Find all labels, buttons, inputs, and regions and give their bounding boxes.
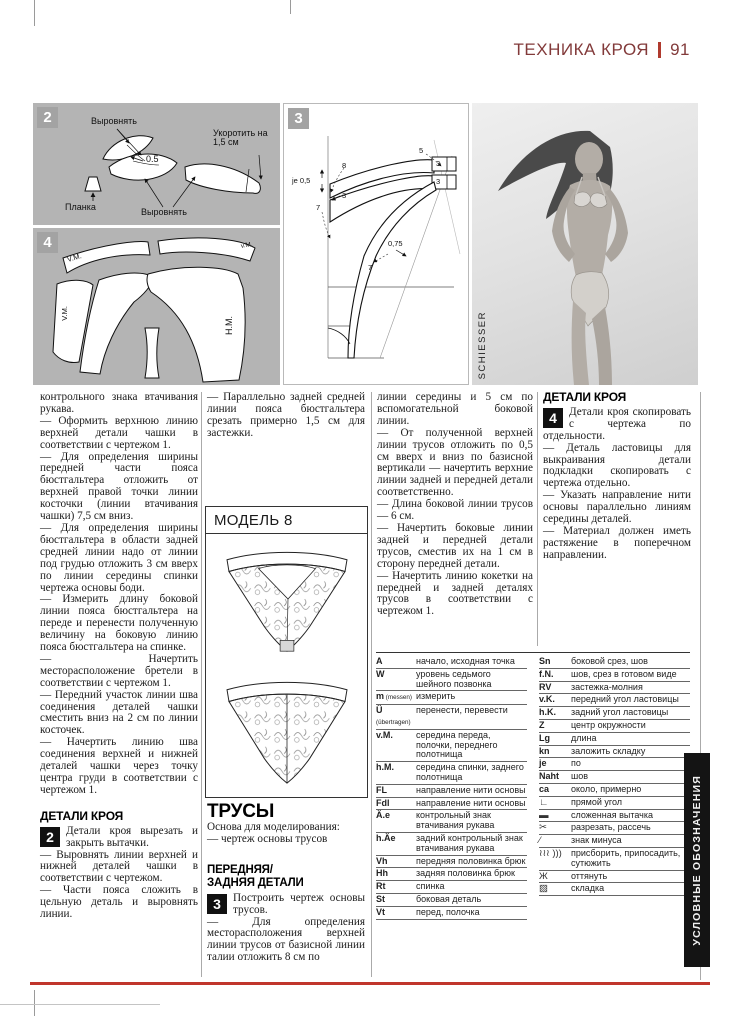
- page-header: [514, 40, 690, 60]
- legend-key: h.Äe: [376, 832, 396, 843]
- legend-key: Vt: [376, 906, 385, 917]
- paragraph: — Начертить месторасположение бретели в соответствии с чертежом 1.: [40, 652, 198, 689]
- legend-key-note: (übertragen): [376, 718, 411, 726]
- page-title: ТЕХНИКА КРОЯ: [513, 40, 650, 59]
- paragraph: — От полученной верхней линии трусов отложить по 0,5 см вверх и вниз по базисной вертикали — начертить верхние линии задней и передней детали соответственно.: [377, 426, 533, 499]
- step-paragraph: [207, 893, 365, 917]
- paragraph-group: [543, 443, 691, 562]
- legend-row: [376, 762, 527, 785]
- legend-key: Ü (übertragen): [376, 705, 411, 726]
- legend-row: [539, 871, 690, 884]
- sidebar-tab-label: УСЛОВНЫЕ ОБОЗНАЧЕНИЯ: [691, 774, 703, 946]
- legend-key: kn: [539, 745, 550, 756]
- legend-description: задний угол ластовицы: [571, 707, 669, 718]
- section-heading: ДЕТАЛИ КРОЯ: [543, 390, 627, 404]
- diagram-number-badge: 3: [288, 108, 309, 129]
- column-divider: [371, 392, 372, 977]
- legend-key: je: [539, 758, 547, 769]
- folded-dart-icon: ▬: [539, 809, 549, 821]
- diagram-label: je 0,5: [292, 176, 311, 185]
- legend-row: [376, 907, 527, 920]
- legend-description: складка: [571, 883, 605, 894]
- legend-row: [376, 656, 527, 669]
- legend-description: спинка: [416, 881, 445, 892]
- legend-key: RV: [539, 681, 552, 692]
- panty-pattern-pieces-drawing: [33, 228, 280, 385]
- paragraph-group: [40, 850, 198, 921]
- diagram-label: Выровнять: [141, 207, 187, 217]
- legend-description: боковой срез, шов: [571, 656, 648, 666]
- diagram-label: 0.5: [146, 154, 159, 164]
- spacer: [207, 846, 365, 864]
- legend-row: [539, 810, 690, 823]
- legend-row: [539, 758, 690, 771]
- panty-illustrations: [206, 534, 367, 802]
- legend-key: Naht: [539, 771, 559, 782]
- legend-key: A: [376, 656, 383, 666]
- legend-row: [376, 856, 527, 869]
- legend-key: m (messen): [376, 691, 413, 702]
- legend-key: h.M.: [376, 762, 394, 773]
- cut-slash-icon: ✂: [539, 822, 547, 834]
- legend-description: передняя половинка брюк: [416, 855, 526, 866]
- legend-row: [539, 771, 690, 784]
- step-text: Детали кроя вырезать и закрыть вытачки.: [66, 824, 198, 849]
- legend-description: сложенная вытачка: [571, 809, 654, 820]
- paragraph: линии середины и 5 см по вспомогательной боковой линии.: [377, 391, 533, 427]
- legend-row: [539, 883, 690, 896]
- step-paragraph: [543, 407, 691, 443]
- legend-description: контрольный знак втачивания рукава: [416, 810, 495, 831]
- section-heading: ПЕРЕДНЯЯ/ЗАДНЯЯ ДЕТАЛИ: [207, 863, 304, 889]
- paragraph: — Выровнять линии верхней и нижней деталей чашки в соответствии с чертежом.: [40, 848, 198, 885]
- legend-row: [539, 669, 690, 682]
- legend-description: прямой угол: [571, 796, 623, 807]
- column-divider: [537, 392, 538, 646]
- legend-row: [539, 707, 690, 720]
- text-column-2: [207, 392, 365, 440]
- legend-key: Hh: [376, 868, 388, 879]
- legend-description: оттянуть: [571, 870, 608, 881]
- legend-row: [539, 822, 690, 835]
- legend-row: [539, 848, 690, 871]
- legend-row: [539, 835, 690, 848]
- diagram-label: 8: [342, 161, 347, 170]
- right-angle-icon: ∟: [539, 796, 549, 808]
- paragraph: — Начертить линию кокетки на передней и задней деталях трусов в соответствии с чертежом 1.: [377, 569, 533, 618]
- paragraph: — Для определения месторасположения верхней линии трусов от базисной линии талии отложить 8 см по: [207, 915, 365, 964]
- legend-row: [539, 784, 690, 797]
- column-divider: [201, 392, 202, 977]
- legend-key: Fdl: [376, 797, 390, 808]
- legend-row: [539, 746, 690, 759]
- legend-row: [376, 705, 527, 730]
- diagram-label: Выровнять: [91, 116, 137, 126]
- legend-description: присборить, припосадить, сутюжить: [571, 847, 681, 868]
- legend-key: FL: [376, 784, 387, 795]
- legend-description: около, примерно: [571, 783, 642, 794]
- diagram-label: 3: [342, 191, 347, 200]
- diagram-label: V.M.: [60, 306, 69, 321]
- legend-key: Ä.e: [376, 810, 391, 821]
- paragraph: — Для определения ширины передней части пояса бюстгальтера отложить от верхней правой точки линии косточки (линии втачивания чашки) 7,5 см вниз.: [40, 450, 198, 523]
- diagram-label: v.M.: [240, 241, 254, 250]
- legend-column-right: [539, 656, 690, 920]
- step-number-badge: 2: [40, 827, 60, 847]
- legend-description: боковая деталь: [416, 893, 482, 904]
- crop-mark: [34, 0, 35, 26]
- paragraph: — Оформить верхнюю линию верхней детали чашки в соответствии с чертежом 1.: [40, 414, 198, 451]
- legend-description: задний контрольный знак втачивания рукава: [416, 832, 523, 853]
- legend-description: середина спинки, заднего полотнища: [416, 762, 524, 782]
- paragraph-group: [40, 392, 198, 797]
- gather-easing-icon: ≀≀≀ ))): [539, 847, 562, 859]
- legend-row: [376, 785, 527, 798]
- legend-description: перенести, перевести: [416, 705, 508, 716]
- panty-draft-drawing: [284, 104, 468, 384]
- crop-mark: [34, 990, 35, 1016]
- legend-description: знак минуса: [571, 835, 622, 846]
- legend-row: [376, 868, 527, 881]
- paragraph: — Начертить боковые линии задней и передней детали трусов, сместив их на 1 см в сторону передней детали.: [377, 521, 533, 570]
- legend-row: [539, 656, 690, 669]
- legend-key: Vh: [376, 855, 388, 866]
- legend-row: [539, 797, 690, 810]
- legend-description: перед, полочка: [416, 906, 480, 917]
- crop-mark: [290, 0, 291, 14]
- legend-key: Lg: [539, 732, 550, 743]
- legend-row: [376, 798, 527, 811]
- legend-description: разрезать, рассечь: [571, 822, 651, 833]
- paragraph: контрольного знака втачивания рукава.: [40, 391, 198, 415]
- paragraph: — Измерить длину боковой линии пояса бюстгальтера на переде и перенести полученную величину на боковую линию пояса бюстгальтера на спинке.: [40, 593, 198, 654]
- legend-description: задняя половинка брюк: [416, 868, 515, 879]
- legend-column-left: [376, 656, 527, 920]
- legend-key: ca: [539, 783, 550, 794]
- legend-key: W: [376, 668, 385, 679]
- brand-caption: SCHIESSER: [477, 310, 488, 379]
- legend-key-note: (messen): [384, 694, 413, 702]
- crop-mark: [0, 1004, 160, 1005]
- text-column-4: [543, 392, 691, 562]
- diagram-label: 3: [436, 159, 441, 168]
- legend-key: f.N.: [539, 668, 554, 679]
- panty-back-illustration: [213, 674, 361, 792]
- legend-row: [376, 730, 527, 762]
- legend-key: v.M.: [376, 729, 393, 740]
- diagram-label: H.M.: [224, 316, 234, 335]
- legend-description: длина: [571, 732, 597, 743]
- paragraph: — Длина боковой линии трусов — 6 см.: [377, 498, 533, 523]
- legend-description: заложить складку: [571, 745, 646, 756]
- footer-rule: [30, 982, 710, 985]
- paragraph-group: [207, 917, 365, 965]
- model-photo: [472, 103, 698, 385]
- legend-description: центр окружности: [571, 719, 646, 730]
- legend-description: измерить: [416, 691, 456, 702]
- diagram-3: [283, 103, 469, 385]
- diagram-label: 5: [419, 146, 424, 155]
- legend-description: шов, срез в готовом виде: [571, 668, 677, 679]
- legend-row: [539, 733, 690, 746]
- step-number-badge: 4: [543, 408, 563, 428]
- legend-description: направление нити основы: [416, 797, 526, 808]
- diagram-2: [33, 103, 280, 225]
- diagram-label: V.M.: [65, 251, 83, 264]
- legend-description: передний угол ластовицы: [571, 694, 679, 705]
- diagram-4: [33, 228, 280, 385]
- trusy-section: [207, 801, 365, 964]
- legend-description: направление нити основы: [416, 784, 526, 795]
- pleat-icon: ▨: [539, 883, 548, 895]
- legend-key: St: [376, 893, 385, 904]
- paragraph: — Параллельно задней средней линии пояса бюстгальтера срезать примерно 1,5 см для застежки.: [207, 391, 365, 439]
- stretch-icon: Ж: [539, 870, 548, 882]
- legend-description: уровень седьмого шейного позвонка: [416, 668, 492, 689]
- legend-row: [539, 682, 690, 695]
- model-8-box: [205, 506, 368, 798]
- paragraph: — Части пояса сложить в цельную деталь и выровнять линии.: [40, 884, 198, 921]
- diagram-label: 7: [368, 263, 373, 272]
- page-number: 91: [670, 40, 690, 59]
- trusy-subtitle: Основа для моделирования:: [207, 820, 340, 833]
- legend-row: [376, 894, 527, 907]
- legend-key: h.K.: [539, 707, 556, 718]
- legend-key: Rt: [376, 881, 386, 892]
- paragraph: — Материал должен иметь растяжение в поперечном направлении.: [543, 524, 691, 561]
- legend-description: середина переда, полочки, переднего полотнища: [416, 729, 498, 760]
- paragraph: — Для определения ширины бюстгальтера в области задней средней линии надо от линии под грудью отложить 3 см вверх по линии середины спинки чертежа основы боди.: [40, 521, 198, 594]
- legend-description: шов: [571, 771, 589, 782]
- diagram-label: Планка: [65, 202, 96, 212]
- legend-row: [376, 881, 527, 894]
- legend-row: [376, 669, 527, 692]
- legend-description: начало, исходная точка: [416, 656, 515, 666]
- legend-row: [376, 691, 527, 705]
- step-paragraph: [40, 826, 198, 850]
- text-column-3: [377, 392, 533, 618]
- legend-key: Z: [539, 719, 545, 730]
- trusy-subtitle: — чертеж основы трусов: [207, 832, 328, 845]
- diagram-label: 7: [316, 203, 321, 212]
- legend-row: [539, 720, 690, 733]
- trusy-title: ТРУСЫ: [207, 801, 275, 822]
- legend-row: [539, 694, 690, 707]
- legend-key: v.K.: [539, 694, 555, 705]
- panty-front-illustration: [213, 544, 361, 662]
- header-divider: [658, 42, 661, 58]
- legend-key: Sn: [539, 656, 551, 666]
- diagram-label: 0,75: [388, 239, 403, 248]
- diagram-label: 3: [436, 177, 441, 186]
- step-text: Построить чертеж основы трусов.: [233, 891, 365, 916]
- diagram-number-badge: 2: [37, 107, 58, 128]
- legend-table: [376, 652, 690, 920]
- text-column-1: [40, 392, 198, 921]
- paragraph: — Передний участок линии шва соединения деталей чашки сместить вниз на 2 см по линии косточек.: [40, 688, 198, 737]
- diagram-label: Укоротить на 1,5 см: [213, 128, 268, 148]
- legend-description: застежка-молния: [571, 681, 643, 692]
- sidebar-tab-legend: [684, 753, 710, 967]
- paragraph-group: [377, 392, 533, 618]
- model-silhouette: [472, 103, 698, 385]
- diagram-number-badge: 4: [37, 232, 58, 253]
- legend-row: [376, 833, 527, 856]
- model-8-title: МОДЕЛЬ 8: [206, 507, 367, 534]
- step-number-badge: 3: [207, 894, 227, 914]
- legend-description: по: [571, 758, 581, 769]
- minus-sign-icon: ∕: [539, 835, 541, 847]
- paragraph: — Начертить линию шва соединения верхней и нижней деталей чашки через точку центра груди в соответствии с чертежом 1.: [40, 736, 198, 796]
- section-heading: ДЕТАЛИ КРОЯ: [40, 808, 124, 823]
- paragraph: — Деталь ластовицы для выкраивания детали подкладки скопировать с чертежа отдельно.: [543, 441, 691, 490]
- paragraph: — Указать направление нити основы параллельно линиям середины деталей.: [543, 489, 691, 526]
- legend-row: [376, 810, 527, 833]
- step-text: Детали кроя скопировать с чертежа по отдельности.: [543, 405, 691, 442]
